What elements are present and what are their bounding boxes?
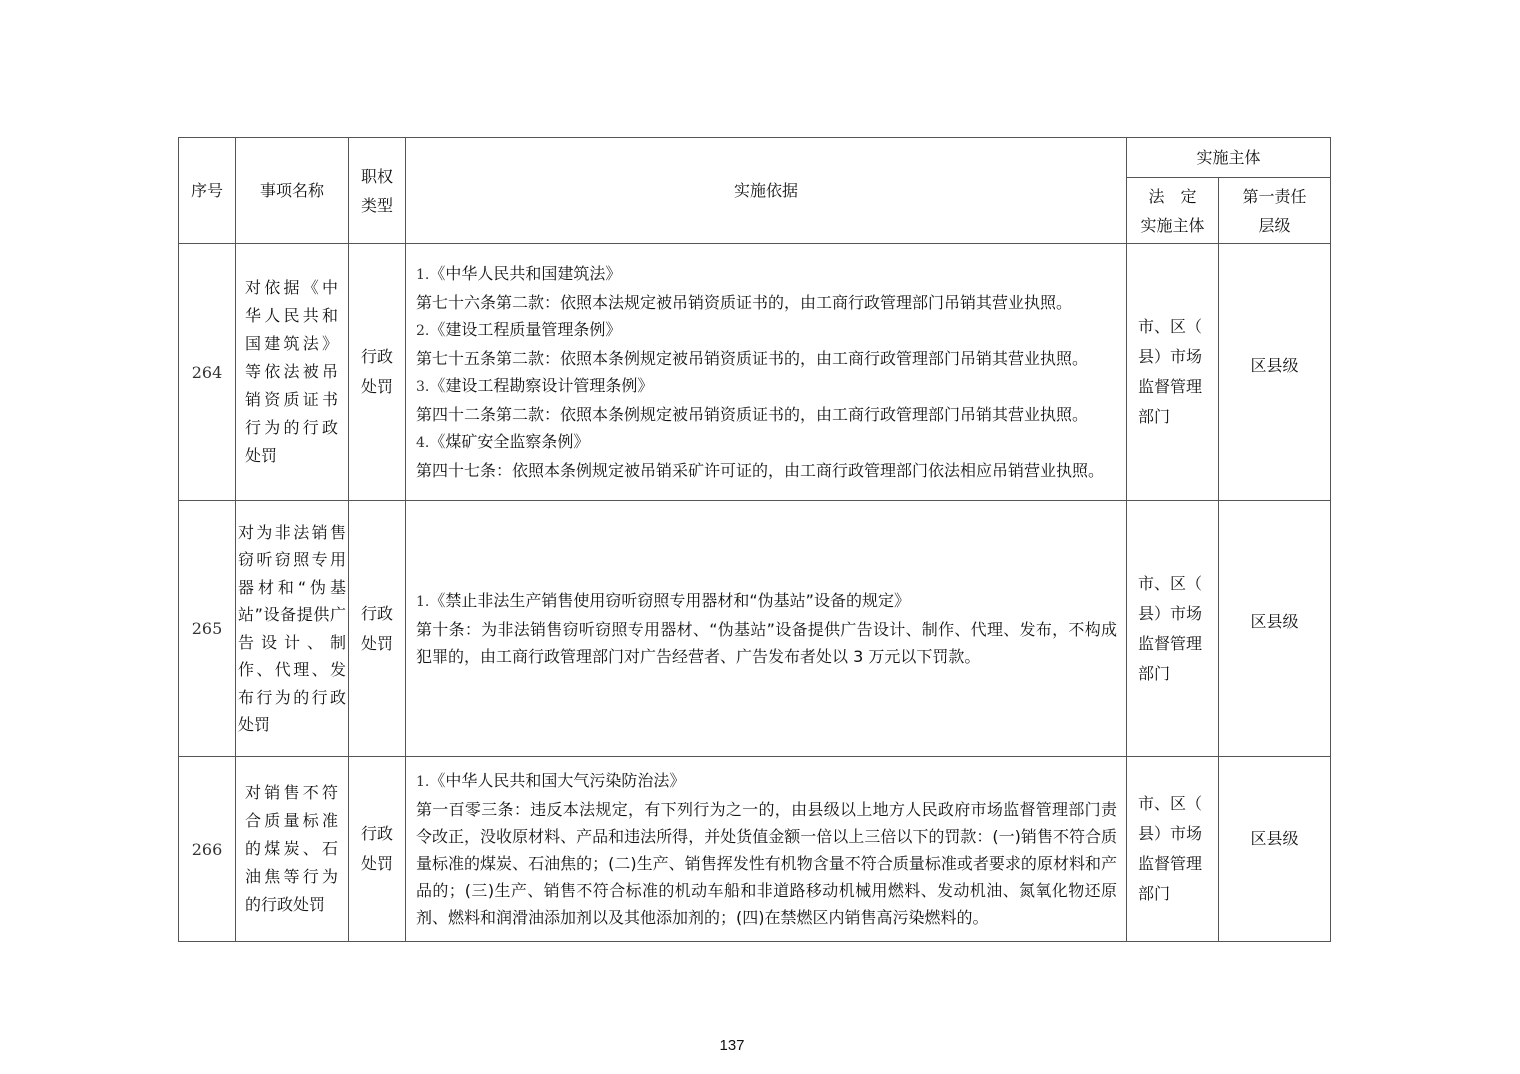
- table-row: [179, 501, 1331, 757]
- basis-paragraph: [416, 767, 1117, 796]
- basis-number: 1.: [416, 594, 430, 610]
- basis-paragraph: [416, 345, 1117, 372]
- basis-paragraph: [416, 260, 1117, 289]
- basis-paragraph: [416, 316, 1117, 345]
- header-legal-line2: 实施主体: [1140, 215, 1205, 235]
- page-number: 137: [719, 1037, 745, 1054]
- header-subject: 实施主体: [1127, 138, 1331, 178]
- basis-paragraph: [416, 428, 1117, 457]
- row-seq: 266: [179, 757, 236, 942]
- table-row: [179, 757, 1331, 942]
- row-item-name: 对销售不符合质量标准的煤炭、石油焦等行为的行政处罚: [236, 757, 349, 942]
- row-type-line1: 行政: [360, 603, 393, 623]
- basis-text: 《禁止非法生产销售使用窃听窃照专用器材和“伪基站”设备的规定》: [429, 591, 910, 610]
- row-seq: 265: [179, 501, 236, 757]
- legal-subject-line: 县）市场: [1138, 824, 1203, 843]
- basis-text: 《建设工程质量管理条例》: [429, 320, 622, 339]
- table-row: [179, 244, 1331, 501]
- row-item-name: 对为非法销售窃听窃照专用器材和“伪基站”设备提供广告设计、制作、代理、发布行为的行政处罚: [236, 501, 349, 757]
- basis-number: 4.: [416, 435, 430, 451]
- row-type-line2: 处罚: [360, 377, 393, 396]
- basis-text: 第四十七条：依照本条例规定被吊销采矿许可证的，由工商行政管理部门依法相应吊销营业执照。: [416, 461, 1105, 480]
- row-legal-subject: [1127, 757, 1219, 942]
- basis-paragraph: [416, 289, 1117, 316]
- row-seq: 264: [179, 244, 236, 501]
- basis-text: 《煤矿安全监察条例》: [429, 432, 590, 451]
- basis-paragraph: [416, 587, 1117, 616]
- header-legal-line1: 法 定: [1148, 186, 1197, 206]
- row-item-name: 对依据《中华人民共和国建筑法》等依法被吊销资质证书行为的行政处罚: [236, 244, 349, 501]
- row-power-type: [349, 501, 406, 757]
- row-responsibility-level: 区县级: [1219, 244, 1331, 501]
- basis-number: 1.: [416, 774, 430, 790]
- basis-text: 第四十二条第二款：依照本条例规定被吊销资质证书的，由工商行政管理部门吊销其营业执照。: [416, 405, 1089, 424]
- legal-subject-line: 监督管理: [1138, 377, 1203, 396]
- legal-subject-line: 市、区（: [1138, 573, 1203, 593]
- basis-paragraph: [416, 796, 1117, 931]
- basis-text: 《建设工程勘察设计管理条例》: [429, 376, 654, 395]
- basis-paragraph: [416, 372, 1117, 401]
- basis-text: 第一百零三条：违反本法规定，有下列行为之一的，由县级以上地方人民政府市场监督管理部门责令改正，没收原材料、产品和违法所得，并处货值金额一倍以上三倍以下的罚款：(一)销售不符合质量标准的煤炭、石油焦的；(二)生产、销售挥发性有机物含量不符合质量标准或者要求的原材料和产品的；(三)生产、销售不符合标准的机动车船和非道路移动机械用燃料、发动机油、氮氧化物还原剂、燃料和润滑油添加剂以及其他添加剂的；(四)在禁燃区内销售高污染燃料的。: [416, 800, 1117, 927]
- header-name: 事项名称: [236, 138, 349, 244]
- row-power-type: [349, 244, 406, 501]
- basis-text: 第七十五条第二款：依照本条例规定被吊销资质证书的，由工商行政管理部门吊销其营业执照。: [416, 349, 1089, 368]
- row-responsibility-level: 区县级: [1219, 757, 1331, 942]
- basis-text: 《中华人民共和国建筑法》: [429, 264, 622, 283]
- legal-subject-line: 监督管理: [1138, 633, 1203, 653]
- legal-subject-line: 市、区（: [1138, 794, 1203, 813]
- header-legal-subject: [1127, 178, 1219, 244]
- header-level-line2: 层级: [1258, 215, 1291, 235]
- basis-paragraph: [416, 401, 1117, 428]
- header-level-line1: 第一责任: [1242, 186, 1307, 206]
- basis-paragraph: [416, 457, 1117, 484]
- row-legal-subject: [1127, 501, 1219, 757]
- legal-subject-line: 部门: [1138, 884, 1171, 903]
- basis-number: 3.: [416, 379, 430, 395]
- legal-subject-line: 县）市场: [1138, 603, 1203, 623]
- header-type: [349, 138, 406, 244]
- header-type-line1: 职权: [360, 166, 393, 186]
- row-legal-subject: [1127, 244, 1219, 501]
- basis-number: 1.: [416, 267, 430, 283]
- legal-subject-line: 县）市场: [1138, 347, 1203, 366]
- basis-text: 第七十六条第二款：依照本法规定被吊销资质证书的，由工商行政管理部门吊销其营业执照。: [416, 293, 1073, 312]
- basis-text: 第十条：为非法销售窃听窃照专用器材、“伪基站”设备提供广告设计、制作、代理、发布，不构成犯罪的，由工商行政管理部门对广告经营者、广告发布者处以 3 万元以下罚款。: [416, 620, 1117, 666]
- row-power-type: [349, 757, 406, 942]
- table-header: [179, 138, 1331, 244]
- row-legal-basis: [406, 757, 1127, 942]
- legal-subject-line: 监督管理: [1138, 854, 1203, 873]
- row-legal-basis: [406, 244, 1127, 501]
- row-type-line2: 处罚: [360, 633, 393, 653]
- row-responsibility-level: 区县级: [1219, 501, 1331, 757]
- legal-subject-line: 部门: [1138, 407, 1171, 426]
- row-type-line1: 行政: [360, 347, 393, 366]
- row-type-line2: 处罚: [360, 854, 393, 873]
- enforcement-table: [178, 137, 1331, 942]
- legal-subject-line: 市、区（: [1138, 317, 1203, 336]
- row-legal-basis: [406, 501, 1127, 757]
- basis-text: 《中华人民共和国大气污染防治法》: [429, 771, 686, 790]
- header-basis: 实施依据: [406, 138, 1127, 244]
- header-responsibility-level: [1219, 178, 1331, 244]
- row-type-line1: 行政: [360, 824, 393, 843]
- header-seq: 序号: [179, 138, 236, 244]
- header-type-line2: 类型: [360, 195, 393, 215]
- basis-paragraph: [416, 616, 1117, 670]
- basis-number: 2.: [416, 323, 430, 339]
- legal-subject-line: 部门: [1138, 663, 1171, 683]
